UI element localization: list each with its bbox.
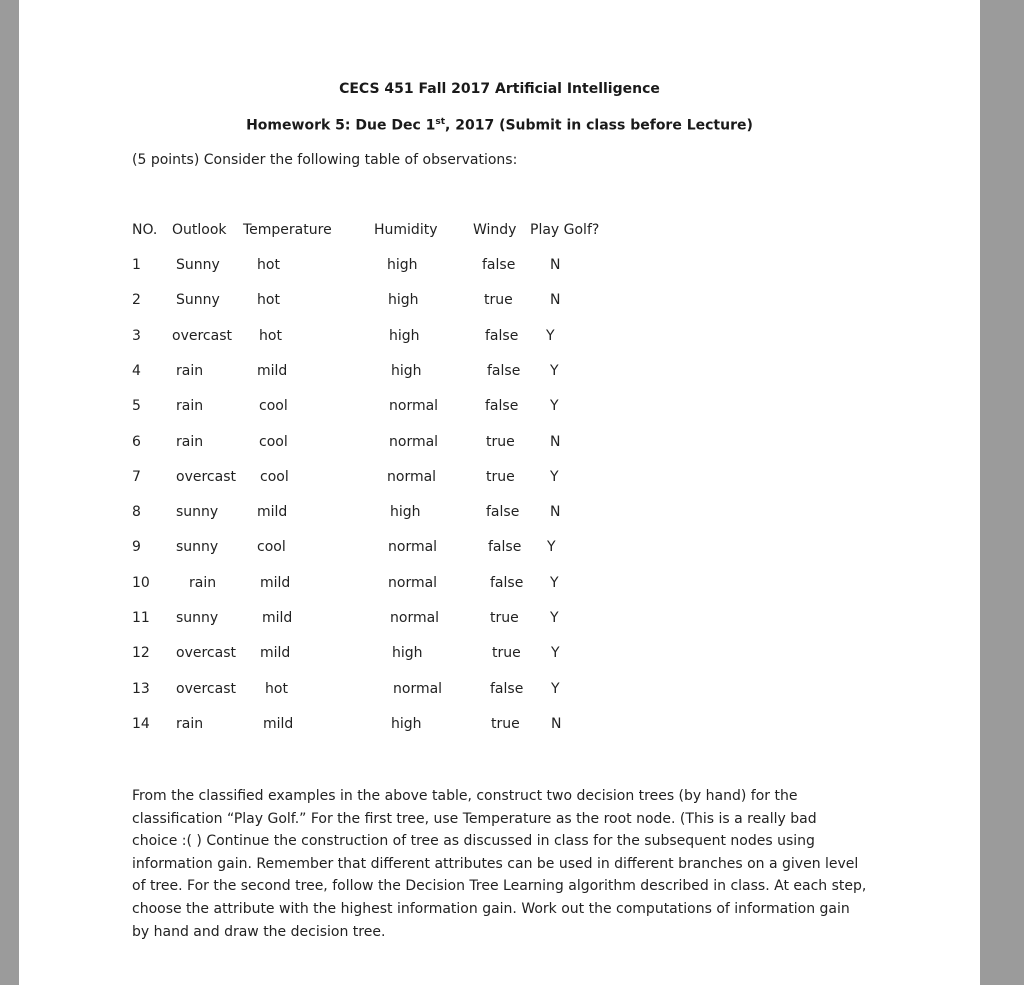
cell-temperature: cool [260, 469, 289, 485]
cell-windy: false [490, 575, 524, 591]
cell-windy: false [485, 398, 519, 414]
cell-windy: true [486, 469, 515, 485]
cell-temperature: mild [263, 716, 294, 732]
cell-humidity: high [391, 716, 422, 732]
cell-windy: false [487, 363, 521, 379]
paragraph-line: choose the attribute with the highest information gain. Work out the computations of information gain [132, 900, 850, 917]
cell-outlook: Sunny [176, 257, 220, 273]
cell-windy: false [485, 328, 519, 344]
cell-outlook: overcast [176, 645, 236, 661]
cell-windy: false [488, 539, 522, 555]
paragraph-line: of tree. For the second tree, follow the Decision Tree Learning algorithm described in class. At each step, [132, 878, 867, 895]
instructions-paragraph [132, 785, 872, 943]
cell-outlook: overcast [176, 469, 236, 485]
cell-no: 7 [132, 469, 141, 485]
cell-temperature: hot [257, 257, 280, 273]
cell-play-golf: N [551, 716, 562, 732]
cell-play-golf: N [550, 504, 561, 520]
cell-no: 10 [132, 575, 150, 591]
header-temperature: Temperature [243, 222, 332, 238]
cell-outlook: sunny [176, 610, 219, 626]
document-page [19, 0, 980, 985]
cell-windy: true [490, 610, 519, 626]
cell-play-golf: N [550, 434, 561, 450]
cell-play-golf: N [550, 292, 561, 308]
cell-temperature: cool [257, 539, 286, 555]
cell-windy: true [492, 645, 521, 661]
header-no: NO. [132, 222, 158, 238]
cell-humidity: normal [393, 681, 443, 697]
cell-humidity: normal [388, 575, 438, 591]
paragraph-line: by hand and draw the decision tree. [132, 923, 386, 940]
cell-play-golf: Y [550, 610, 559, 626]
cell-humidity: high [392, 645, 423, 661]
cell-no: 4 [132, 363, 141, 379]
cell-no: 9 [132, 539, 141, 555]
header-windy: Windy [473, 222, 517, 238]
cell-humidity: high [390, 504, 421, 520]
cell-temperature: mild [260, 645, 291, 661]
cell-temperature: mild [257, 504, 288, 520]
cell-outlook: Sunny [176, 292, 220, 308]
cell-temperature: mild [260, 575, 291, 591]
cell-no: 14 [132, 716, 150, 732]
header-outlook: Outlook [172, 222, 227, 238]
cell-outlook: rain [176, 398, 204, 414]
cell-windy: false [482, 257, 516, 273]
cell-outlook: rain [176, 434, 204, 450]
subtitle-text-end: , 2017 (Submit in class before Lecture) [445, 117, 753, 134]
cell-humidity: normal [387, 469, 437, 485]
cell-play-golf: Y [550, 398, 559, 414]
cell-play-golf: Y [551, 645, 560, 661]
document-subtitle [19, 117, 980, 134]
cell-temperature: mild [257, 363, 288, 379]
cell-humidity: high [391, 363, 422, 379]
header-humidity: Humidity [374, 222, 438, 238]
paragraph-line: From the classified examples in the above table, construct two decision trees (by hand) for the [132, 788, 798, 804]
cell-windy: false [486, 504, 520, 520]
cell-play-golf: Y [550, 575, 559, 591]
cell-outlook: rain [189, 575, 217, 591]
cell-outlook: sunny [176, 504, 219, 520]
cell-no: 13 [132, 681, 150, 697]
cell-outlook: sunny [176, 539, 219, 555]
paragraph-line: choice :( ) Continue the construction of tree as discussed in class for the subsequent nodes using [132, 833, 815, 850]
intro-text: (5 points) Consider the following table of observations: [132, 152, 518, 168]
cell-windy: false [490, 681, 524, 697]
document-title: CECS 451 Fall 2017 Artificial Intelligence [339, 81, 660, 97]
cell-temperature: cool [259, 398, 288, 414]
subtitle-superscript: st [435, 117, 446, 127]
paragraph-line: classification “Play Golf.” For the first tree, use Temperature as the root node. (This is a really bad [132, 810, 817, 827]
cell-temperature: hot [257, 292, 280, 308]
cell-temperature: mild [262, 610, 293, 626]
subtitle-text: Homework 5: Due Dec 1 [246, 117, 436, 134]
cell-outlook: overcast [172, 328, 232, 344]
cell-no: 6 [132, 434, 141, 450]
cell-humidity: high [389, 328, 420, 344]
cell-humidity: high [387, 257, 418, 273]
cell-play-golf: Y [546, 328, 555, 344]
cell-humidity: high [388, 292, 419, 308]
cell-humidity: normal [389, 398, 439, 414]
cell-no: 8 [132, 504, 141, 520]
cell-play-golf: Y [551, 681, 560, 697]
cell-temperature: hot [259, 328, 282, 344]
paragraph-line: information gain. Remember that different attributes can be used in different branches on a given level [132, 855, 859, 872]
cell-play-golf: Y [550, 469, 559, 485]
cell-humidity: normal [389, 434, 439, 450]
cell-no: 12 [132, 645, 150, 661]
cell-humidity: normal [388, 539, 438, 555]
cell-no: 11 [132, 610, 150, 626]
cell-windy: true [486, 434, 515, 450]
header-play-golf: Play Golf? [530, 222, 600, 238]
cell-play-golf: N [550, 257, 561, 273]
cell-outlook: overcast [176, 681, 236, 697]
cell-no: 1 [132, 257, 141, 273]
cell-temperature: hot [265, 681, 288, 697]
cell-windy: true [491, 716, 520, 732]
cell-no: 3 [132, 328, 141, 344]
cell-windy: true [484, 292, 513, 308]
cell-play-golf: Y [547, 539, 556, 555]
cell-humidity: normal [390, 610, 440, 626]
cell-temperature: cool [259, 434, 288, 450]
cell-play-golf: Y [550, 363, 559, 379]
cell-no: 5 [132, 398, 141, 414]
cell-outlook: rain [176, 716, 204, 732]
cell-outlook: rain [176, 363, 204, 379]
cell-no: 2 [132, 292, 141, 308]
